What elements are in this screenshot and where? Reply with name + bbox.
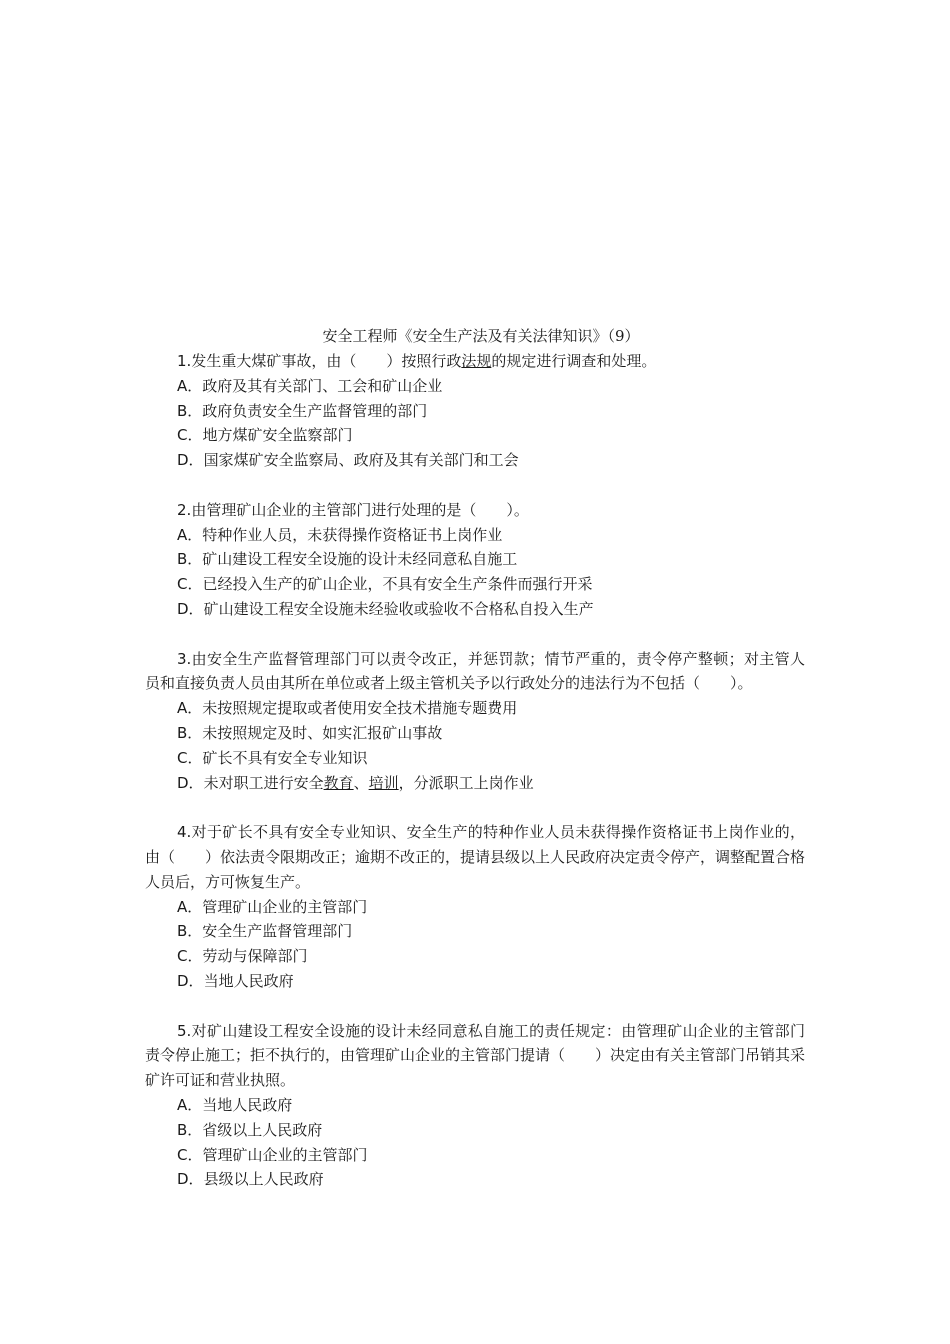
option-b: B．未按照规定及时、如实汇报矿山事故	[177, 723, 443, 742]
option-b: B．省级以上人民政府	[177, 1120, 323, 1139]
blank-line	[145, 622, 805, 647]
question-number: 5.	[177, 1021, 192, 1040]
question-stem: 5.对矿山建设工程安全设施的设计未经同意私自施工的责任规定：由管理矿山企业的主管部门责令停止施工；拒不执行的，由管理矿山企业的主管部门提请（ ）决定由有关主管部门吊销其采矿许可证和营业执照。	[145, 1021, 806, 1090]
option-a: A．未按照规定提取或者使用安全技术措施专题费用	[177, 699, 518, 718]
blank-line	[145, 473, 805, 498]
question-number: 2.	[177, 500, 192, 519]
question-stem: 1.发生重大煤矿事故，由（ ）按照行政法规的规定进行调查和处理。	[177, 352, 657, 370]
underlined-term[interactable]: 教育	[323, 773, 354, 792]
question-number: 1.	[177, 352, 192, 370]
option-a: A．特种作业人员，未获得操作资格证书上岗作业	[177, 525, 503, 544]
question-4	[145, 820, 805, 994]
question-number: 3.	[177, 649, 192, 668]
question-3	[145, 647, 805, 796]
option-b: B．安全生产监督管理部门	[177, 922, 353, 941]
option-a: A．管理矿山企业的主管部门	[177, 897, 368, 916]
option-c: C．劳动与保障部门	[177, 947, 308, 966]
option-b: B．矿山建设工程安全设施的设计未经同意私自施工	[177, 550, 518, 569]
option-d: D．国家煤矿安全监察局、政府及其有关部门和工会	[177, 451, 519, 470]
option-c: C．管理矿山企业的主管部门	[177, 1145, 368, 1164]
option-c: C．已经投入生产的矿山企业，不具有安全生产条件而强行开采	[177, 575, 593, 594]
document-page	[145, 323, 805, 1192]
option-c: C．矿长不具有安全专业知识	[177, 748, 368, 767]
option-d: D．矿山建设工程安全设施未经验收或验收不合格私自投入生产	[177, 599, 594, 618]
option-d: D．当地人民政府	[177, 971, 294, 990]
document-title: 安全工程师《安全生产法及有关法律知识》（9）	[322, 327, 640, 345]
question-stem: 3.由安全生产监督管理部门可以责令改正，并惩罚款；情节严重的，责令停产整顿；对主管人员和直接负责人员由其所在单位或者上级主管机关予以行政处分的违法行为不包括（ ）。	[145, 649, 805, 693]
option-a: A．政府及其有关部门、工会和矿山企业	[177, 376, 443, 395]
question-number: 4.	[177, 823, 192, 842]
question-2	[145, 498, 805, 622]
underlined-term[interactable]: 法规	[461, 352, 492, 370]
underlined-term[interactable]: 培训	[368, 773, 399, 792]
blank-line	[145, 994, 805, 1019]
option-c: C．地方煤矿安全监察部门	[177, 426, 353, 445]
option-a: A．当地人民政府	[177, 1095, 293, 1114]
option-d: D．县级以上人民政府	[177, 1170, 324, 1189]
question-1	[145, 349, 805, 473]
option-d: D．未对职工进行安全教育、培训，分派职工上岗作业	[177, 773, 534, 792]
question-5	[145, 1019, 805, 1193]
question-stem: 2.由管理矿山企业的主管部门进行处理的是（ ）。	[177, 500, 529, 519]
blank-line	[145, 795, 805, 820]
option-b: B．政府负责安全生产监督管理的部门	[177, 401, 428, 420]
question-stem: 4.对于矿长不具有安全专业知识、安全生产的特种作业人员未获得操作资格证书上岗作业的，由（ ）依法责令限期改正；逾期不改正的，提请县级以上人民政府决定责令停产，调整配置合格人员后，方可恢复生产。	[145, 823, 806, 891]
